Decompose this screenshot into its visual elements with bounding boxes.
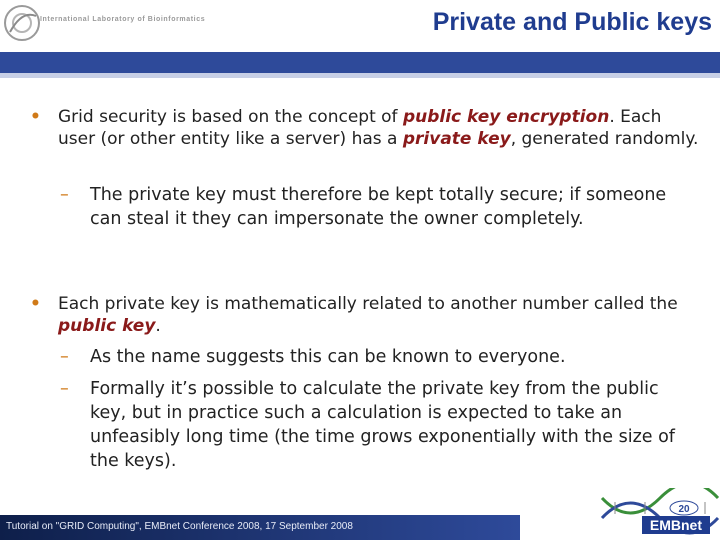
embnet-label: EMBnet [642,516,710,534]
lib-logo [2,2,206,44]
bullet-2-post: . [155,316,161,336]
bullet-1-pre: Grid security is based on the concept of [58,107,403,127]
logo-text: International Laboratory of Bioinformatics [40,16,206,23]
bullet-1-mid: . Each user (or other entity like a server) has a [58,107,662,149]
bullet-2-sub-2 [60,377,700,473]
sub-dash: – [60,347,69,367]
logo-emblem-icon [2,2,42,44]
header-band-strip [0,73,720,78]
bullet-2-sub-2-text: Formally it’s possible to calculate the private key from the public key, but in practice such a calculation is expected to take an unfeasibly long time (the time grows exponentially with the size of the keys). [90,379,675,471]
bullet-1-text [58,106,700,150]
embnet-logo [600,488,720,540]
bullet-2-sub-1 [60,345,700,369]
bullet-1 [30,106,700,150]
header-band [0,52,720,73]
footer-bar [0,515,520,540]
bullet-1-symbol: • [30,107,41,127]
slide-title: Private and Public keys [432,8,712,36]
sub-dash: – [60,185,69,205]
bullet-1-sub-1 [60,183,700,231]
bullet-2 [30,293,700,337]
bullet-2-keyword-public-key: public key [58,316,156,336]
bullet-1-post: , generated randomly. [510,129,699,149]
bullet-2-pre: Each private key is mathematically related to another number called the [58,294,678,314]
bullet-1-keyword-public-key-encryption: public key encryption [402,107,610,127]
footer-text: Tutorial on "GRID Computing", EMBnet Conference 2008, 17 September 2008 [6,521,353,532]
bullet-2-text [58,293,700,337]
embnet-badge: 20 [678,504,690,515]
sub-dash: – [60,379,69,399]
bullet-1-sub-1-text: The private key must therefore be kept totally secure; if someone can steal it they can impersonate the owner completely. [90,185,667,229]
bullet-2-symbol: • [30,294,41,314]
bullet-1-keyword-private-key: private key [402,129,511,149]
bullet-2-sub-1-text: As the name suggests this can be known to everyone. [90,347,566,367]
